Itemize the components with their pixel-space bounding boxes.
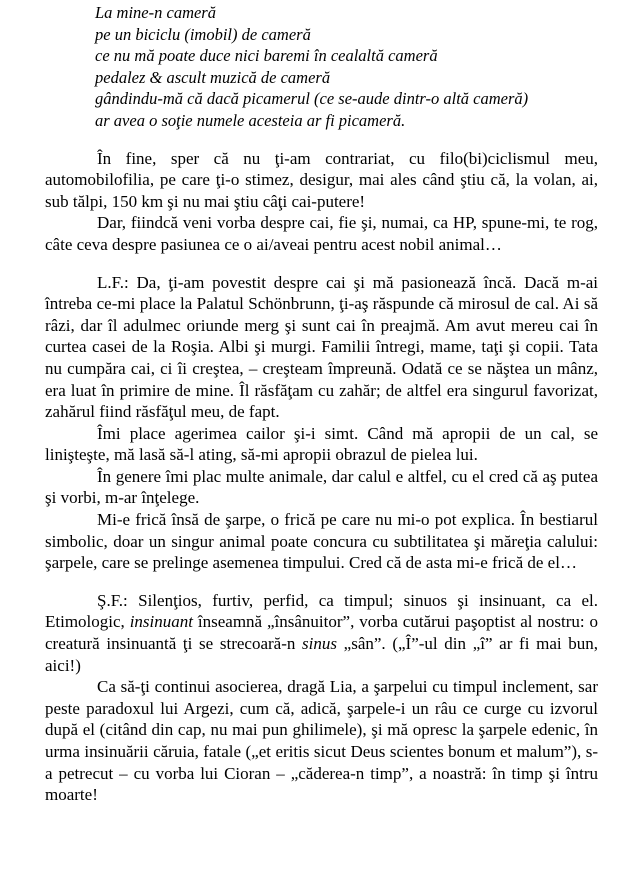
paragraph-intro-1: În fine, sper că nu ţi-am contrariat, cu filo(bi)ciclismul meu, automobilofilia, pe care ţi-o stimez, desigur, mai ales când ştiu că, la volan, ai, sub tălpi, 150 km şi nu mai ştiu câţi cai-putere! bbox=[45, 148, 598, 211]
poem-line: La mine-n cameră bbox=[95, 3, 216, 22]
sf-answer-run-2-italic: insinuant bbox=[129, 612, 193, 632]
sf-answer-run-5: „sân”. („Î”-ul din „î” ar fi mai bun, aici!) bbox=[45, 634, 599, 675]
poem-line: ce nu mă poate duce nici baremi în cealaltă cameră bbox=[95, 46, 438, 66]
paragraph-sf-answer-1 bbox=[45, 590, 598, 676]
paragraph-lf-answer-3: În genere îmi plac multe animale, dar calul e altfel, cu el cred că aş putea şi vorbi, m-ar înţelege. bbox=[45, 466, 598, 508]
sf-answer-run-3: înseamnă „însânuitor”, vorba cutărui paşoptist al nostru: o creatură insinuantă ţi se strecoară-n bbox=[45, 612, 599, 654]
poem-line: pedalez & ascult muzică de cameră bbox=[95, 67, 331, 87]
paragraph-lf-answer-1: L.F.: Da, ţi-am povestit despre cai şi mă pasionează încă. Dacă m-ai întreba ce-mi place la Palatul Schönbrunn, ţi-aş răspunde că mirosul de cal. Ai să râzi, dar îl adulmec oriunde merg şi sunt cai în preajmă. Am avut mereu cai în curtea casei de la Roşia. Albi şi murgi. Familii întregi, mame, taţi şi copii. Tata nu cumpăra cai, ci îi creştea, – creşteam împreună. Odată ce se năştea un mânz, era luat în primire de mine. Îl răsfăţam cu zahăr; de altfel era singurul favorizat, zahărul fiind răsfăţul meu, de fapt. bbox=[45, 272, 598, 422]
paragraph-intro-2: Dar, fiindcă veni vorba despre cai, fie şi, numai, ca HP, spune-mi, te rog, câte ceva despre pasiunea ce o ai/aveai pentru acest nobil animal… bbox=[45, 213, 598, 254]
sf-answer-run-1: Ş.F.: Silenţios, furtiv, perfid, ca timpul; sinuos şi insinuant, ca el. Etimologic, bbox=[45, 590, 598, 632]
poem-line: ar avea o soţie numele acesteia ar fi picameră. bbox=[95, 110, 406, 130]
sf-answer-run-4-italic: sinus bbox=[302, 634, 338, 654]
paragraph-lf-answer-2: Îmi place agerimea cailor şi-i simt. Când mă apropii de un cal, se linişteşte, mă lasă să-l ating, să-mi apropii obrazul de pielea lui. bbox=[45, 423, 598, 465]
poem-line: gândindu-mă că dacă picamerul (ce se-aude dintr-o altă cameră) bbox=[95, 89, 529, 109]
paragraph-sf-answer-2: Ca să-ţi continui asocierea, dragă Lia, a şarpelui cu timpul inclement, sar peste paradoxul lui Argezi, cum că, adică, şarpele-i un râu ce curge cu izvorul după el (citând din cap, nu mai pun ghilimele), şi mă opresc la şarpele edenic, în urma insinuării căruia, fatale („et eritis sicut Deus scientes bonum et malum”), s-a petrecut – cu vorba lui Cioran – „căderea-n timp”, a noastră: în timp şi întru moarte! bbox=[45, 677, 598, 805]
paragraph-lf-answer-4: Mi-e frică însă de şarpe, o frică pe care nu mi-o pot explica. În bestiarul simbolic, doar un singur animal poate concura cu subtilitatea şi măreţia calului: şarpele, care se prelinge asemenea timpului. Cred că de asta mi-e frică de el… bbox=[45, 510, 598, 573]
poem-block bbox=[95, 2, 598, 132]
poem-line: pe un biciclu (imobil) de cameră bbox=[95, 24, 311, 44]
